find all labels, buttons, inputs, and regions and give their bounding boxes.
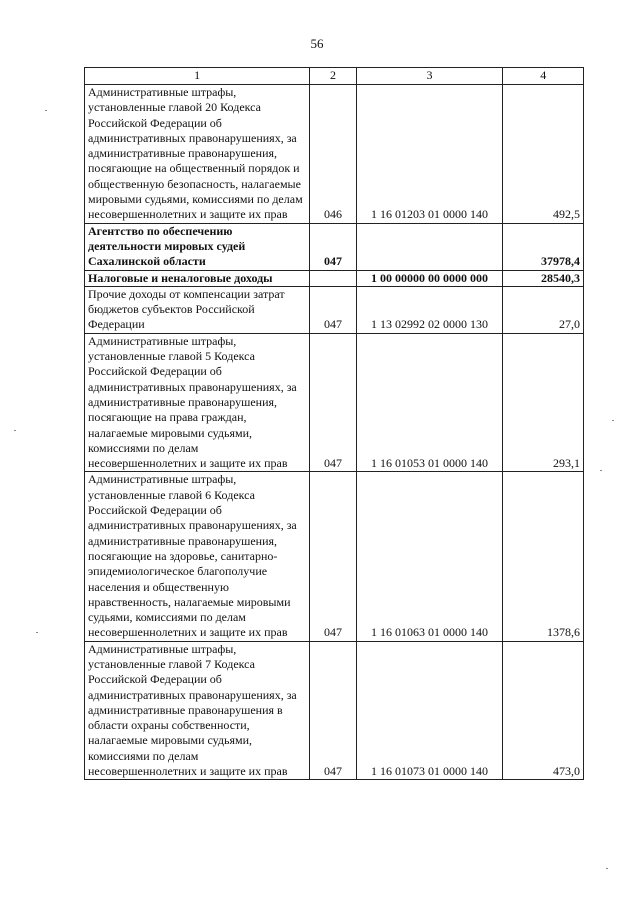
revenue-table [84, 67, 584, 780]
row-name-cell: Налоговые и неналоговые доходы [85, 270, 310, 286]
row-kbk-cell: 1 16 01073 01 0000 140 [356, 641, 503, 780]
row-code-cell [310, 270, 356, 286]
header-col-2: 2 [310, 68, 356, 85]
header-col-3: 3 [356, 68, 503, 85]
row-code-cell: 047 [310, 333, 356, 472]
scan-speck [606, 868, 608, 869]
header-col-1: 1 [85, 68, 310, 85]
row-amount-cell: 473,0 [503, 641, 584, 780]
row-code-cell: 047 [310, 472, 356, 641]
page-number: 56 [310, 36, 324, 51]
row-amount-cell: 27,0 [503, 286, 584, 333]
row-name-cell: Административные штрафы, установленные главой 5 Кодекса Российской Федерации об административных правонарушениях, за административные правонарушения, посягающие на права граждан, налагаемые мировыми судьями, комиссиями по делам несовершеннолетних и защите их прав [85, 333, 310, 472]
table-row [85, 286, 584, 333]
row-kbk-cell: 1 16 01203 01 0000 140 [356, 85, 503, 224]
table-row [85, 333, 584, 472]
header-row [85, 68, 584, 85]
table-row [85, 85, 584, 224]
row-amount-cell: 37978,4 [503, 223, 584, 270]
scan-speck [36, 632, 38, 633]
row-name-cell: Прочие доходы от компенсации затрат бюджетов субъектов Российской Федерации [85, 286, 310, 333]
row-name-cell: Административные штрафы, установленные главой 6 Кодекса Российской Федерации об административных правонарушениях, за административные правонарушения, посягающие на здоровье, санитарно-эпидемиологическое благополучие населения и общественную нравственность, налагаемые мировыми судьями, комиссиями по делам несовершеннолетних и защите их прав [85, 472, 310, 641]
row-kbk-cell: 1 00 00000 00 0000 000 [356, 270, 503, 286]
table-row [85, 472, 584, 641]
row-amount-cell: 293,1 [503, 333, 584, 472]
row-kbk-cell: 1 16 01053 01 0000 140 [356, 333, 503, 472]
table-row [85, 223, 584, 270]
row-code-cell: 047 [310, 286, 356, 333]
row-code-cell: 047 [310, 641, 356, 780]
row-amount-cell: 28540,3 [503, 270, 584, 286]
scan-speck [45, 110, 47, 111]
row-code-cell: 046 [310, 85, 356, 224]
scan-speck [14, 430, 16, 431]
row-kbk-cell [356, 223, 503, 270]
row-kbk-cell: 1 16 01063 01 0000 140 [356, 472, 503, 641]
table-row [85, 270, 584, 286]
row-amount-cell: 1378,6 [503, 472, 584, 641]
header-col-4: 4 [503, 68, 584, 85]
row-kbk-cell: 1 13 02992 02 0000 130 [356, 286, 503, 333]
row-name-cell: Агентство по обеспечению деятельности мировых судей Сахалинской области [85, 223, 310, 270]
scan-speck [600, 470, 602, 471]
table-row [85, 641, 584, 780]
row-name-cell: Административные штрафы, установленные главой 7 Кодекса Российской Федерации об административных правонарушениях, за административные правонарушения в области охраны собственности, налагаемые мировыми судьями, комиссиями по делам несовершеннолетних и защите их прав [85, 641, 310, 780]
row-name-cell: Административные штрафы, установленные главой 20 Кодекса Российской Федерации об административных правонарушениях, за административные правонарушения, посягающие на общественный порядок и общественную безопасность, налагаемые мировыми судьями, комиссиями по делам несовершеннолетних и защите их прав [85, 85, 310, 224]
row-code-cell: 047 [310, 223, 356, 270]
row-amount-cell: 492,5 [503, 85, 584, 224]
scan-speck [612, 420, 614, 421]
